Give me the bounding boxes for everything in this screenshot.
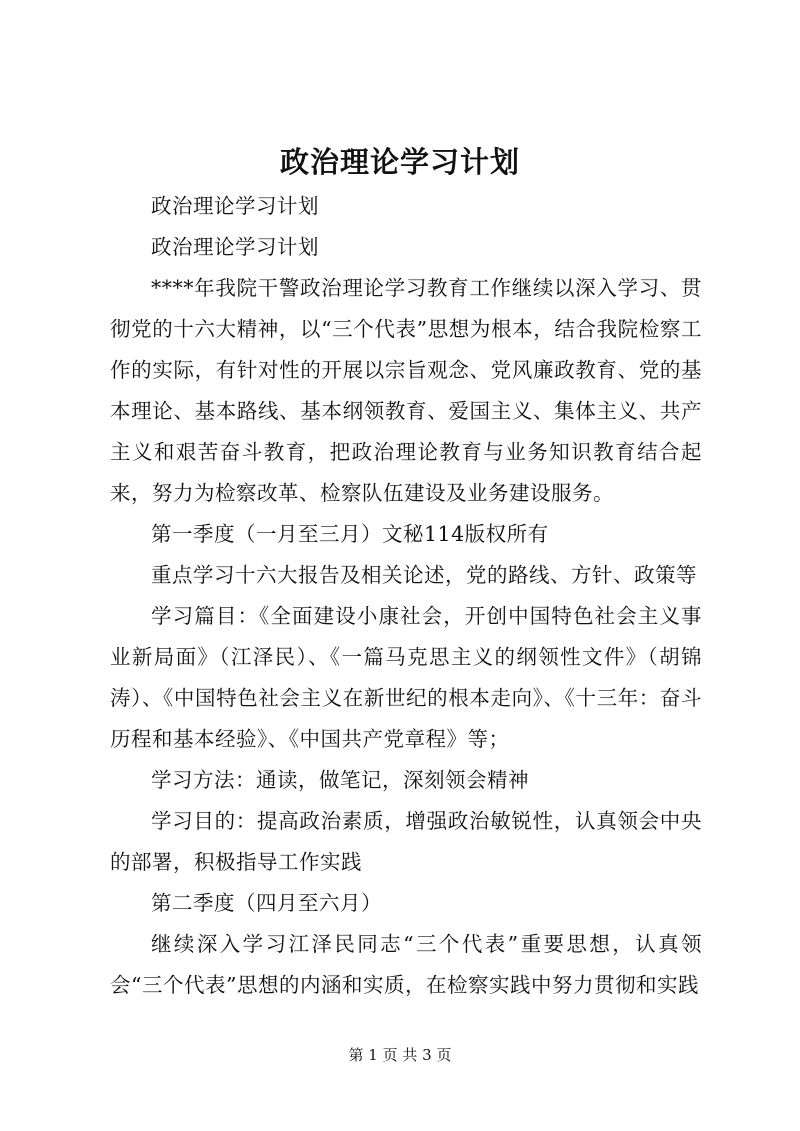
document-body <box>110 186 702 1006</box>
paragraph-intro: ****年我院干警政治理论学习教育工作继续以深入学习、贯彻党的十六大精神，以“三个代表”思想为根本，结合我院检察工作的实际，有针对性的开展以宗旨观念、党风廉政教育、党的基本理论、基本路线、基本纲领教育、爱国主义、集体主义、共产主义和艰苦奋斗教育，把政治理论教育与业务知识教育结合起来，努力为检察改革、检察队伍建设及业务建设服务。 <box>110 276 702 505</box>
document-title: 政治理论学习计划 <box>279 145 520 179</box>
paragraph-q1-goal: 学习目的：提高政治素质，增强政治敏锐性，认真领会中央的部署，积极指导工作实践 <box>110 809 702 874</box>
page-footer: 第 1 页 共 3 页 <box>348 1046 452 1064</box>
paragraph-q2-heading: 第二季度（四月至六月） <box>151 891 382 915</box>
paragraph-q1-heading: 第一季度（一月至三月）文秘114版权所有 <box>151 522 549 546</box>
paragraph-q1-focus: 重点学习十六大报告及相关论述，党的路线、方针、政策等 <box>151 563 697 587</box>
paragraph-q1-method: 学习方法：通读，做笔记，深刻领会精神 <box>151 768 529 792</box>
paragraph-subtitle-2: 政治理论学习计划 <box>151 235 319 259</box>
paragraph-subtitle-1: 政治理论学习计划 <box>151 194 319 218</box>
paragraph-q1-readings: 学习篇目：《全面建设小康社会，开创中国特色社会主义事业新局面》（江泽民）、《一篇马克思主义的纲领性文件》（胡锦涛）、《中国特色社会主义在新世纪的根本走向》、《十三年：奋斗历程和基本经验》、《中国共产党章程》等； <box>110 604 702 751</box>
paragraph-q2-focus: 继续深入学习江泽民同志“三个代表”重要思想，认真领会“三个代表”思想的内涵和实质，在检察实践中努力贯彻和实践 <box>110 932 702 997</box>
